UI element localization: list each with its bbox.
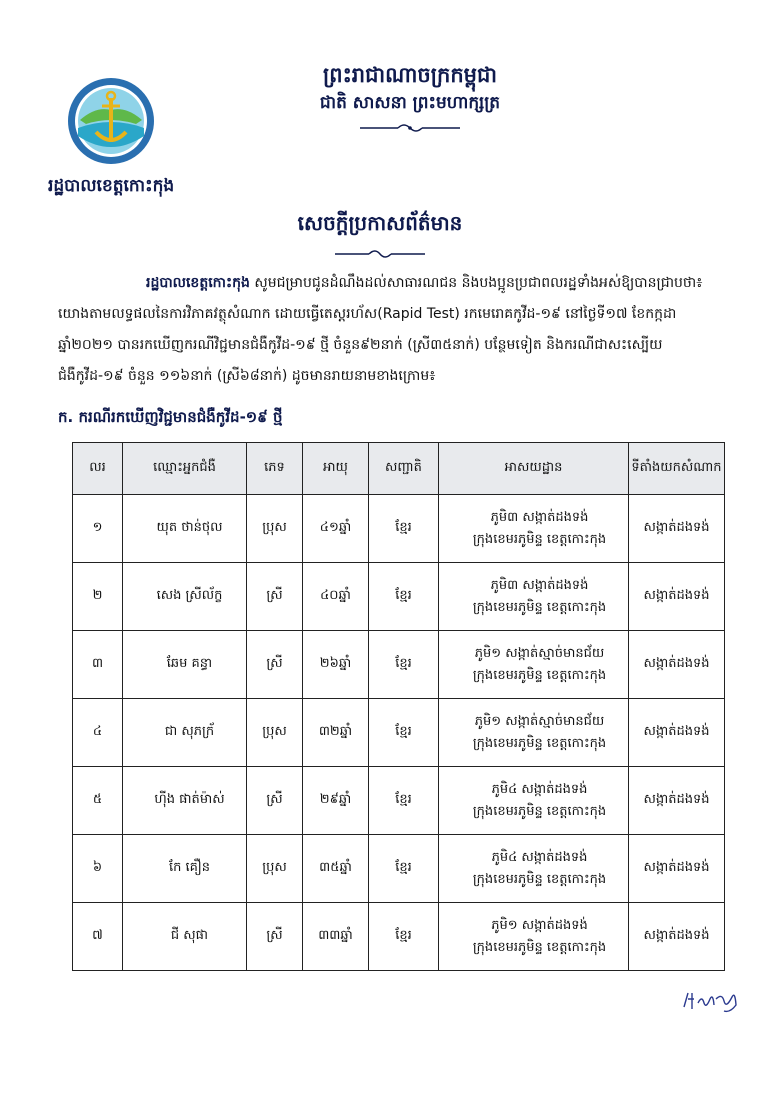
header-sample-site: ទីតាំងយកសំណាក	[629, 443, 725, 495]
document-title: សេចក្តីប្រកាសព័ត៌មាន	[297, 211, 463, 235]
ornament-divider-icon	[360, 122, 460, 134]
cell-no: ៥	[73, 767, 123, 835]
cell-nationality: ខ្មែរ	[369, 835, 439, 903]
cell-age: ៣៥ឆ្នាំ	[303, 835, 369, 903]
address-line-1: ភូមិ៣ សង្កាត់ដងទង់	[490, 577, 589, 593]
address-line-2: ក្រុងខេមរភូមិន្ទ ខេត្តកោះកុង	[472, 803, 607, 819]
cell-name: សេង ស្រីល័ក្ខ	[123, 563, 247, 631]
cell-no: ១	[73, 495, 123, 563]
address-line-1: ភូមិ១ សង្កាត់ដងទង់	[491, 917, 588, 933]
address-line-2: ក្រុងខេមរភូមិន្ទ ខេត្តកោះកុង	[472, 667, 607, 683]
table-row	[73, 631, 725, 699]
provincial-seal-icon	[66, 76, 156, 166]
header-nationality: សញ្ជាតិ	[369, 443, 439, 495]
address-line-1: ភូមិ១ សង្កាត់ស្មាច់មានជ័យ	[474, 645, 605, 661]
kingdom-title: ព្រះរាជាណាចក្រកម្ពុជា	[322, 63, 497, 87]
cell-sex: ប្រុស	[247, 835, 303, 903]
section-heading: ក. ករណីរកឃើញវិជ្ជមានជំងឺកូវីដ-១៩ ថ្មី	[58, 408, 283, 426]
address-line-1: ភូមិ៤ សង្កាត់ដងទង់	[491, 849, 588, 865]
cell-sex: ប្រុស	[247, 699, 303, 767]
cell-address	[439, 903, 629, 971]
cell-age: ២៩ឆ្នាំ	[303, 767, 369, 835]
cell-sample-site: សង្កាត់ដងទង់	[629, 563, 725, 631]
cell-no: ៦	[73, 835, 123, 903]
cell-sample-site: សង្កាត់ដងទង់	[629, 495, 725, 563]
cell-name: កែ គឿន	[123, 835, 247, 903]
address-line-2: ក្រុងខេមរភូមិន្ទ ខេត្តកោះកុង	[472, 871, 607, 887]
table-row	[73, 767, 725, 835]
cell-nationality: ខ្មែរ	[369, 699, 439, 767]
body-lead: រដ្ឋបាលខេត្តកោះកុង	[146, 275, 250, 291]
cell-address	[439, 495, 629, 563]
cell-no: ២	[73, 563, 123, 631]
cell-nationality: ខ្មែរ	[369, 767, 439, 835]
address-line-1: ភូមិ១ សង្កាត់ស្មាច់មានជ័យ	[474, 713, 605, 729]
cases-table	[72, 442, 725, 971]
cell-nationality: ខ្មែរ	[369, 903, 439, 971]
cell-sample-site: សង្កាត់ដងទង់	[629, 699, 725, 767]
header-age: អាយុ	[303, 443, 369, 495]
address-line-2: ក្រុងខេមរភូមិន្ទ ខេត្តកោះកុង	[472, 735, 607, 751]
header-no: លរ	[73, 443, 123, 495]
signature-icon	[680, 985, 740, 1015]
agency-name: រដ្ឋបាលខេត្តកោះកុង	[48, 176, 175, 196]
table-header-row	[73, 443, 725, 495]
cell-name: ឆែម គន្ធា	[123, 631, 247, 699]
cell-name: ហ៊ីង ផាត់ម៉ាស់	[123, 767, 247, 835]
cell-sex: ប្រុស	[247, 495, 303, 563]
cell-name: ជា សុភក្រ័	[123, 699, 247, 767]
table-row	[73, 699, 725, 767]
cell-sample-site: សង្កាត់ដងទង់	[629, 767, 725, 835]
address-line-2: ក្រុងខេមរភូមិន្ទ ខេត្តកោះកុង	[472, 939, 607, 955]
cell-no: ៤	[73, 699, 123, 767]
cell-address	[439, 631, 629, 699]
cell-nationality: ខ្មែរ	[369, 495, 439, 563]
address-line-1: ភូមិ៣ សង្កាត់ដងទង់	[490, 509, 589, 525]
cell-age: ៣៣ឆ្នាំ	[303, 903, 369, 971]
cell-sex: ស្រី	[247, 563, 303, 631]
table-row	[73, 835, 725, 903]
address-line-2: ក្រុងខេមរភូមិន្ទ ខេត្តកោះកុង	[472, 531, 607, 547]
address-line-1: ភូមិ៤ សង្កាត់ដងទង់	[491, 781, 588, 797]
header-sex: ភេទ	[247, 443, 303, 495]
title-divider-icon	[335, 248, 425, 260]
cell-nationality: ខ្មែរ	[369, 563, 439, 631]
body-text: សូមជម្រាបជូនដំណឹងដល់សាធារណជន និងបងប្អូនប្រជាពលរដ្ឋទាំងអស់ឱ្យបានជ្រាបថា៖ យោងតាមលទ្ធផលនៃការវិភាគវត្ថុសំណាក ដោយធ្វើតេស្តរហ័ស(Rapid Test) រកមេរោគកូវីដ-១៩ នៅថ្ងៃទី១៧ ខែកក្កដា ឆ្នាំ២០២១ បានរកឃើញករណីវិជ្ជមានជំងឺកូវីដ-១៩ ថ្មី ចំនួន៩២នាក់ (ស្រី៣៥នាក់) បន្ថែមទៀត និងករណីជាសះស្បើយជំងឺកូវីដ-១៩ ចំនួន ១១៦នាក់ (ស្រី៦៨នាក់) ដូចមានរាយនាមខាងក្រោម៖	[58, 275, 703, 384]
cell-name: ជី សុផា	[123, 903, 247, 971]
cell-address	[439, 767, 629, 835]
table-row	[73, 563, 725, 631]
cell-sample-site: សង្កាត់ដងទង់	[629, 631, 725, 699]
cell-age: ៣២ឆ្នាំ	[303, 699, 369, 767]
cell-name: យុត ថាន់ថុល	[123, 495, 247, 563]
cell-address	[439, 835, 629, 903]
cell-sample-site: សង្កាត់ដងទង់	[629, 835, 725, 903]
cell-address	[439, 699, 629, 767]
cell-sample-site: សង្កាត់ដងទង់	[629, 903, 725, 971]
table-row	[73, 495, 725, 563]
cell-sex: ស្រី	[247, 903, 303, 971]
header-address: អាសយដ្ឋាន	[439, 443, 629, 495]
address-line-2: ក្រុងខេមរភូមិន្ទ ខេត្តកោះកុង	[472, 599, 607, 615]
cell-sex: ស្រី	[247, 631, 303, 699]
cell-no: ៧	[73, 903, 123, 971]
national-motto: ជាតិ សាសនា ព្រះមហាក្សត្រ	[319, 93, 501, 113]
announcement-body	[58, 268, 708, 392]
cell-age: ៤១ឆ្នាំ	[303, 495, 369, 563]
cell-address	[439, 563, 629, 631]
table-row	[73, 903, 725, 971]
cell-sex: ស្រី	[247, 767, 303, 835]
cell-age: ៤០ឆ្នាំ	[303, 563, 369, 631]
cell-nationality: ខ្មែរ	[369, 631, 439, 699]
header-name: ឈ្មោះអ្នកជំងឺ	[123, 443, 247, 495]
cell-age: ២៦ឆ្នាំ	[303, 631, 369, 699]
cell-no: ៣	[73, 631, 123, 699]
